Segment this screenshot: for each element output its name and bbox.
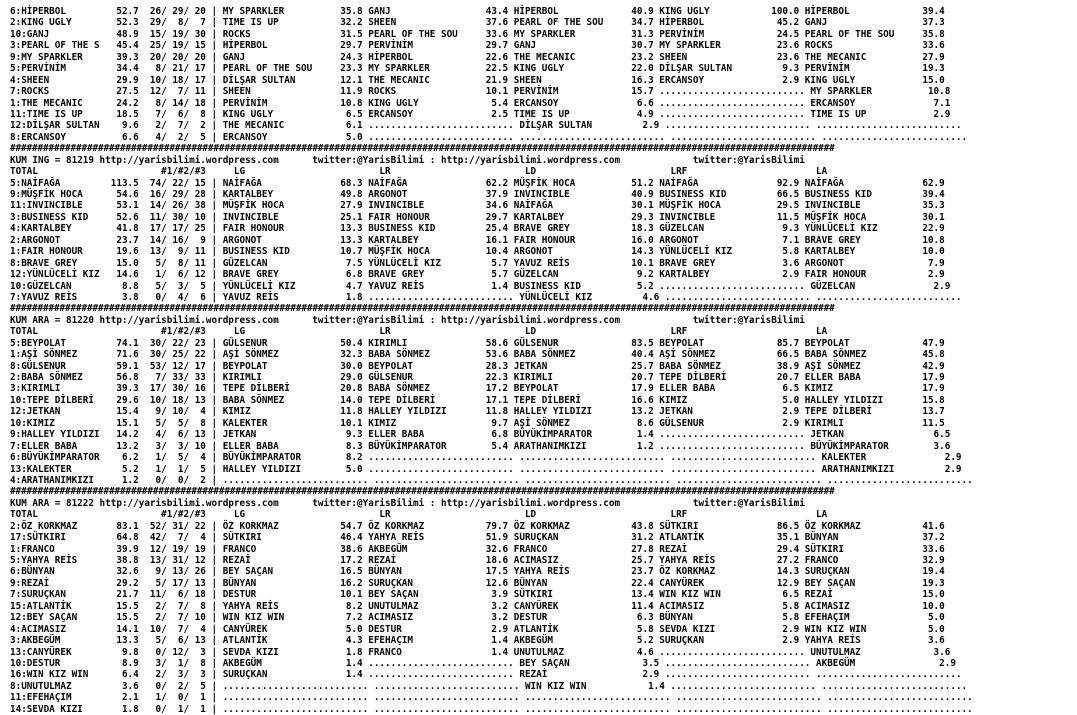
race-header-line: KUM ARA = 81220 http://yarisbilimi.wordpress.com twitter:@YarisBilimi : http://yarisbilimi.wordpress.com twitter:@YarisBilimi — [10, 314, 805, 326]
table-row: 7:SURUÇKAN 21.7 11/ 6/ 18 | DESTUR 10.1 BEY SAÇAN 3.9 SÜTKIRI 13.4 WIN KIZ WIN 6.5 REZAİ 15.0 — [10, 589, 945, 601]
table-row: 2:ARGONOT 23.7 14/ 16/ 9 | ARGONOT 13.3 KARTALBEY 16.1 FAIR HONOUR 16.0 ARGONOT 7.1 BRAVE GREY 10.8 — [10, 234, 945, 246]
table-row: 1:FRANCO 39.9 12/ 19/ 19 | FRANCO 38.6 AKBEGÜM 32.6 FRANCO 27.8 REZAİ 29.4 SÜTKIRI 33.6 — [10, 543, 945, 555]
race-header-line: KUM ARA = 81222 http://yarisbilimi.wordpress.com twitter:@YarisBilimi : http://yarisbilimi.wordpress.com twitter:@YarisBilimi — [10, 497, 805, 509]
table-row: 14:SEVDA KIZI 1.8 0/ 1/ 1 | .......................... .......................... .......................... .......................... .......................... — [10, 703, 973, 715]
table-row: 5:YAHYA REİS 38.8 13/ 31/ 12 | REZAİ 17.2 REZAİ 18.6 ACIMASIZ 25.7 YAHYA REİS 27.2 FRANCO 32.9 — [10, 555, 945, 566]
table-row: 8:BRAVE GREY 15.0 5/ 8/ 11 | GÜZELCAN 7.5 YÜNLÜCELİ KIZ 5.7 YAVUZ REİS 10.1 BRAVE GREY 3.6 ARGONOT 7.9 — [10, 257, 945, 269]
table-row: 9:REZAİ 29.2 5/ 17/ 13 | BÜNYAN 16.2 SURUÇKAN 12.6 BÜNYAN 22.4 CANYÜREK 12.9 BEY SAÇAN 19.3 — [10, 577, 945, 589]
table-row: 3:PEARL OF THE S 45.4 25/ 19/ 15 | HİPERBOL 29.7 PERVİNİM 29.7 GANJ 30.7 MY SPARKLER 23.6 ROCKS 33.6 — [10, 40, 945, 52]
table-row: 10:KIMIZ 15.1 5/ 5/ 8 | KALEKTER 10.1 KIMIZ 9.7 AŞİ SÖNMEZ 8.6 GÜLSENUR 2.9 KIRIMLI 11.5 — [10, 417, 945, 429]
race-header-line: KUM ING = 81219 http://yarisbilimi.wordpress.com twitter:@YarisBilimi : http://yarisbilimi.wordpress.com twitter:@YarisBilimi — [10, 154, 805, 166]
table-row: 5:PERVİNİM 34.4 8/ 21/ 17 | PEARL OF THE SOU 23.3 MY SPARKLER 22.5 KING UGLY 22.0 DİLŞAR SULTAN 9.3 PERVİNİM 19.3 — [10, 63, 945, 75]
section-separator: ###################################################################################################################################################### — [10, 143, 835, 155]
table-row: 2:KING UGLY 52.3 29/ 8/ 7 | TIME IS UP 32.2 SHEEN 37.6 PEARL OF THE SOU 34.7 HİPERBOL 45.2 GANJ 37.3 — [10, 17, 945, 29]
table-row: 1:THE MECANIC 24.2 8/ 14/ 18 | PERVİNİM 10.8 KING UGLY 5.4 ERCANSOY 6.6 .......................... ERCANSOY 7.1 — [10, 97, 951, 109]
table-row: 4:KARTALBEY 41.8 17/ 17/ 25 | FAIR HONOUR 13.3 BUSINESS KID 25.4 BRAVE GREY 18.3 GÜZELCAN 9.3 YÜNLÜCELİ KIZ 22.9 — [10, 223, 945, 235]
table-row: 15:ATLANTİK 15.5 2/ 7/ 8 | YAHYA REİS 8.2 UNUTULMAZ 3.2 CANYÜREK 11.4 ACIMASIZ 5.8 ACIMASIZ 10.0 — [10, 600, 945, 612]
table-row: 8:UNUTULMAZ 3.6 0/ 2/ 5 | .......................... .......................... WIN KIZ WIN 1.4 .......................... .......................... — [10, 680, 968, 692]
table-row: 16:WIN KIZ WIN 6.4 2/ 3/ 3 | SURUÇKAN 1.4 .......................... REZAİ 2.9 .......................... .......................... — [10, 669, 962, 681]
table-row: 3:KIRIMLI 39.3 17/ 30/ 16 | TEPE DİLBERİ 20.8 BABA SÖNMEZ 17.2 BEYPOLAT 17.9 ELLER BABA 6.5 KIMIZ 17.9 — [10, 383, 945, 395]
table-row: 4:SHEEN 29.9 10/ 18/ 17 | DİLŞAR SULTAN 12.1 THE MECANIC 21.9 SHEEN 16.3 ERCANSOY 2.9 KING UGLY 15.0 — [10, 74, 945, 86]
table-row: 3:AKBEGÜM 13.3 5/ 6/ 13 | ATLANTİK 4.3 EFEHAÇIM 1.4 AKBEGÜM 5.2 SURUÇKAN 2.9 YAHYA REİS 3.6 — [10, 635, 945, 647]
table-row: 12:YÜNLÜCELİ KIZ 14.6 1/ 6/ 12 | BRAVE GREY 6.8 BRAVE GREY 5.7 GÜZELCAN 9.2 KARTALBEY 2.9 FAIR HONOUR 2.9 — [10, 269, 945, 281]
table-row: 2:ÖZ KORKMAZ 83.1 52/ 31/ 22 | ÖZ KORKMAZ 54.7 ÖZ KORKMAZ 79.7 ÖZ KORKMAZ 43.8 SÜTKIRI 86.5 ÖZ KORKMAZ 41.6 — [10, 520, 945, 532]
table-row: 5:NAİFAĞA 113.5 74/ 22/ 15 | NAİFAĞA 68.3 NAİFAĞA 62.2 MÜŞFİK HOCA 51.2 NAİFAĞA 92.9 NAİFAĞA 62.9 — [10, 177, 945, 189]
table-row: 1:AŞİ SÖNMEZ 71.6 30/ 25/ 22 | AŞİ SÖNMEZ 32.3 BABA SÖNMEZ 53.6 BABA SÖNMEZ 40.4 AŞİ SÖNMEZ 66.5 BABA SÖNMEZ 45.8 — [10, 349, 945, 361]
table-row: 9:HALLEY YILDIZI 14.2 4/ 6/ 13 | JETKAN 9.3 ELLER BABA 6.8 BÜYÜKİMPARATOR 1.4 .......................... JETKAN 6.5 — [10, 429, 951, 441]
table-row: 1:FAIR HONOUR 19.6 13/ 9/ 11 | BUSINESS KID 10.7 MÜŞFİK HOCA 10.4 ARGONOT 14.3 YÜNLÜCELİ KIZ 5.8 KARTALBEY 10.0 — [10, 246, 945, 258]
table-row: 10:GANJ 48.9 15/ 19/ 30 | ROCKS 31.5 PEARL OF THE SOU 33.6 MY SPARKLER 31.3 PERVİNİM 24.5 PEARL OF THE SOU 35.8 — [10, 28, 945, 40]
table-row: 6:HİPERBOL 52.7 26/ 29/ 20 | MY SPARKLER 35.8 GANJ 43.4 HİPERBOL 40.9 KING UGLY 100.0 HİPERBOL 39.4 — [10, 6, 945, 17]
column-header-line: TOTAL #1/#2/#3 LG LR LD LRF LA — [10, 166, 828, 178]
table-row: 12:BEY SAÇAN 15.5 2/ 7/ 10 | WIN KIZ WIN 7.2 ACIMASIZ 3.2 DESTUR 6.3 BÜNYAN 5.8 EFEHAÇIM 5.0 — [10, 612, 945, 624]
table-row: 13:CANYÜREK 9.8 0/ 12/ 3 | SEVDA KIZI 1.8 FRANCO 1.4 UNUTULMAZ 4.6 .......................... UNUTULMAZ 3.6 — [10, 646, 951, 658]
table-row: 7:ROCKS 27.5 12/ 7/ 11 | SHEEN 11.9 ROCKS 10.1 PERVİNİM 15.7 .......................... MY SPARKLER 10.8 — [10, 86, 951, 98]
table-row: 10:TEPE DİLBERİ 29.6 10/ 18/ 13 | BABA SÖNMEZ 14.0 TEPE DİLBERİ 17.1 TEPE DİLBERİ 16.6 KIMIZ 5.0 HALLEY YILDIZI 15.8 — [10, 394, 945, 406]
table-row: 13:KALEKTER 5.2 1/ 1/ 5 | HALLEY YILDIZI 5.0 .......................... .......................... .......................... ARATHANIMKIZI 2.9 — [10, 463, 962, 475]
table-row: 4:ARATHANIMKIZI 1.2 0/ 0/ 2 | .......................... .......................... .......................... .......................... .......................... — [10, 474, 973, 486]
table-row: 6:BÜNYAN 32.6 9/ 13/ 26 | BEY SAÇAN 16.5 BÜNYAN 17.5 YAHYA REİS 23.7 ÖZ KORKMAZ 14.3 SURUÇKAN 19.4 — [10, 566, 945, 578]
table-row: 8:GÜLSENUR 59.1 53/ 12/ 17 | BEYPOLAT 30.0 BEYPOLAT 28.3 JETKAN 25.7 BABA SÖNMEZ 38.9 AŞİ SÖNMEZ 42.9 — [10, 360, 945, 372]
table-row: 12:DİLŞAR SULTAN 9.6 2/ 7/ 2 | THE MECANIC 6.1 .......................... DİLŞAR SULTAN 2.9 .......................... .......................... — [10, 120, 962, 132]
table-row: 11:EFEHAÇIM 2.1 1/ 0/ 1 | .......................... .......................... .......................... .......................... .......................... — [10, 692, 973, 704]
table-row: 4:ACIMASIZ 14.1 10/ 7/ 4 | CANYÜREK 5.0 DESTUR 2.9 ATLANTİK 5.8 SEVDA KIZI 2.9 WIN KIZ WIN 5.0 — [10, 623, 945, 635]
table-row: 11:TIME IS UP 18.5 7/ 6/ 8 | KING UGLY 6.5 ERCANSOY 2.5 TIME IS UP 4.9 .......................... TIME IS UP 2.9 — [10, 108, 951, 120]
table-row: 3:BUSINESS KID 52.6 11/ 30/ 10 | INVINCIBLE 25.1 FAIR HONOUR 29.7 KARTALBEY 29.3 INVINCIBLE 11.5 MÜŞFİK HOCA 30.1 — [10, 211, 945, 223]
table-row: 10:GÜZELCAN 8.8 5/ 3/ 5 | YÜNLÜCELİ KIZ 4.7 YAVUZ REİS 1.4 BUSINESS KID 5.2 .......................... GÜZELCAN 2.9 — [10, 280, 951, 292]
column-header-line: TOTAL #1/#2/#3 LG LR LD LRF LA — [10, 509, 828, 521]
table-row: 10:DESTUR 8.9 3/ 1/ 8 | AKBEGÜM 1.4 .......................... BEY SAÇAN 3.5 .......................... AKBEGÜM 2.9 — [10, 657, 956, 669]
table-row: 8:ERCANSOY 6.6 4/ 2/ 5 | ERCANSOY 5.0 .......................... .......................... .......................... .......................... — [10, 131, 968, 143]
table-row: 11:INVINCIBLE 53.1 14/ 26/ 38 | MÜŞFİK HOCA 27.9 INVINCIBLE 34.6 NAİFAĞA 30.1 MÜŞFİK HOCA 29.5 INVINCIBLE 35.3 — [10, 200, 945, 212]
table-row: 12:JETKAN 15.4 9/ 10/ 4 | KIMIZ 11.8 HALLEY YILDIZI 11.8 HALLEY YILDIZI 13.2 JETKAN 2.9 TEPE DİLBERİ 13.7 — [10, 406, 945, 418]
column-header-line: TOTAL #1/#2/#3 LG LR LD LRF LA — [10, 326, 828, 338]
section-separator: ###################################################################################################################################################### — [10, 303, 835, 315]
table-row: 17:SÜTKIRI 64.8 42/ 7/ 4 | SÜTKIRI 46.4 YAHYA REİS 51.9 SURUÇKAN 31.2 ATLANTİK 35.1 BÜNYAN 37.2 — [10, 532, 945, 544]
section-separator: ###################################################################################################################################################### — [10, 486, 835, 498]
table-row: 7:ELLER BABA 13.2 3/ 3/ 10 | ELLER BABA 8.3 BÜYÜKİMPARATOR 5.4 ARATHANIMKIZI 1.2 .......................... BÜYÜKİMPARATOR 3.6 — [10, 440, 951, 452]
table-row: 9:MY SPARKLER 39.3 20/ 20/ 20 | GANJ 24.3 HİPERBOL 22.6 THE MECANIC 23.2 SHEEN 23.6 THE MECANIC 27.9 — [10, 51, 945, 63]
table-row: 5:BEYPOLAT 74.1 30/ 22/ 23 | GÜLSENUR 50.4 KIRIMLI 58.6 GÜLSENUR 83.5 BEYPOLAT 85.7 BEYPOLAT 47.9 — [10, 337, 945, 349]
table-row: 6:BÜYÜKİMPARATOR 6.2 1/ 5/ 4 | BÜYÜKİMPARATOR 8.2 .......................... .......................... .......................... KALEKTER 2.9 — [10, 452, 962, 464]
table-row: 7:YAVUZ REİS 3.8 0/ 4/ 6 | YAVUZ REİS 1.8 .......................... YÜNLÜCELİ KIZ 4.6 .......................... .......................... — [10, 291, 962, 303]
table-row: 9:MÜŞFİK HOCA 54.6 16/ 29/ 28 | KARTALBEY 49.8 ARGONOT 37.9 INVINCIBLE 40.9 BUSINESS KID 66.5 BUSINESS KID 39.4 — [10, 189, 945, 200]
table-row: 2:BABA SÖNMEZ 56.8 7/ 33/ 33 | KIRIMLI 29.0 GÜLSENUR 22.3 KIRIMLI 20.7 TEPE DİLBERİ 20.7 ELLER BABA 17.9 — [10, 372, 945, 383]
